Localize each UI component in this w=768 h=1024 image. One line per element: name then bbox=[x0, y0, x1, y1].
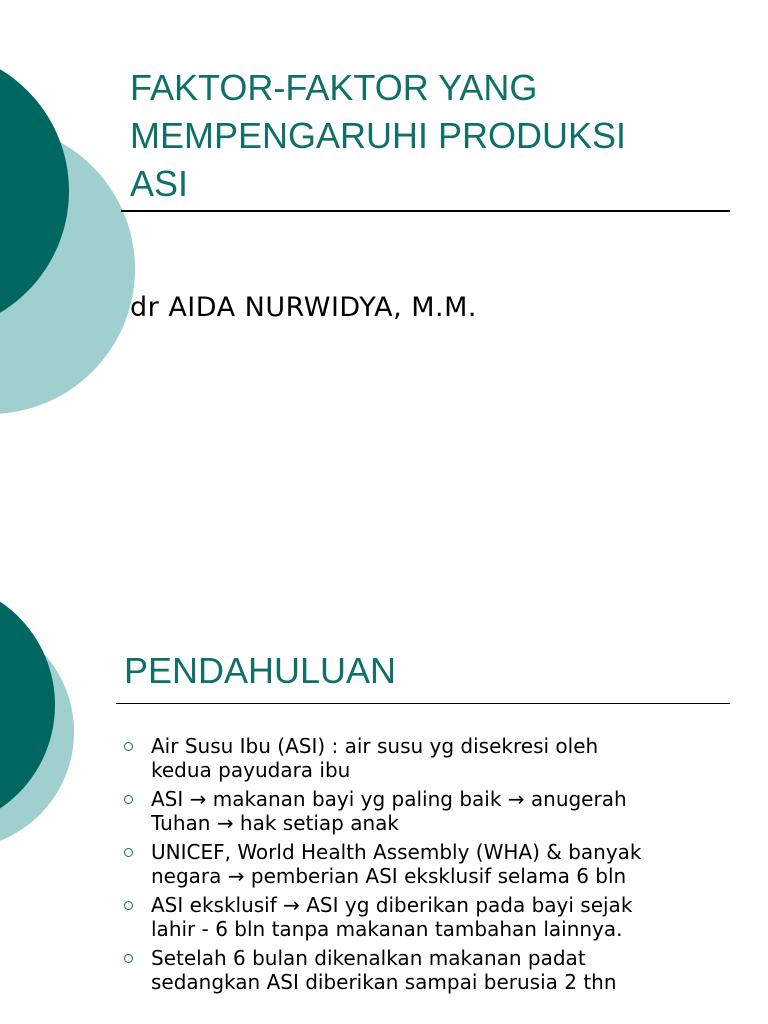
bullet-line: Tuhan → hak setiap anak bbox=[151, 811, 400, 835]
bullet-line: negara → pemberian ASI eksklusif selama 6 bln bbox=[151, 864, 627, 888]
bullet-item bbox=[124, 946, 734, 994]
slide-introduction bbox=[0, 512, 768, 1024]
circle-bullet-icon bbox=[124, 901, 133, 910]
bullet-item bbox=[124, 893, 734, 941]
circle-bullet-icon bbox=[124, 848, 133, 857]
bullet-item bbox=[124, 787, 734, 835]
title-line: FAKTOR-FAKTOR YANG bbox=[130, 67, 538, 108]
bullet-line: kedua payudara ibu bbox=[151, 758, 351, 782]
title-divider bbox=[121, 210, 730, 212]
bullet-line: UNICEF, World Health Assembly (WHA) & banyak bbox=[151, 840, 642, 864]
title-line: ASI bbox=[130, 163, 189, 204]
circle-bullet-icon bbox=[124, 795, 133, 804]
bullet-list bbox=[124, 734, 734, 999]
title-line: MEMPENGARUHI PRODUKSI bbox=[130, 115, 627, 156]
circle-bullet-icon bbox=[124, 954, 133, 963]
bullet-line: Setelah 6 bulan dikenalkan makanan padat bbox=[151, 946, 586, 970]
bullet-line: sedangkan ASI diberikan sampai berusia 2 thn bbox=[151, 970, 617, 994]
bullet-line: ASI → makanan bayi yg paling baik → anugerah bbox=[151, 787, 627, 811]
bullet-line: Air Susu Ibu (ASI) : air susu yg disekresi oleh bbox=[151, 734, 599, 758]
section-heading: PENDAHULUAN bbox=[124, 650, 397, 691]
slide-title-heading bbox=[130, 64, 730, 208]
bullet-line: lahir - 6 bln tanpa makanan tambahan lainnya. bbox=[151, 917, 623, 941]
bullet-item bbox=[124, 840, 734, 888]
bullet-item bbox=[124, 734, 734, 782]
heading-divider bbox=[116, 703, 730, 704]
bullet-line: ASI eksklusif → ASI yg diberikan pada bayi sejak bbox=[151, 893, 633, 917]
circle-bullet-icon bbox=[124, 742, 133, 751]
author-subtitle: dr AIDA NURWIDYA, M.M. bbox=[130, 292, 478, 323]
